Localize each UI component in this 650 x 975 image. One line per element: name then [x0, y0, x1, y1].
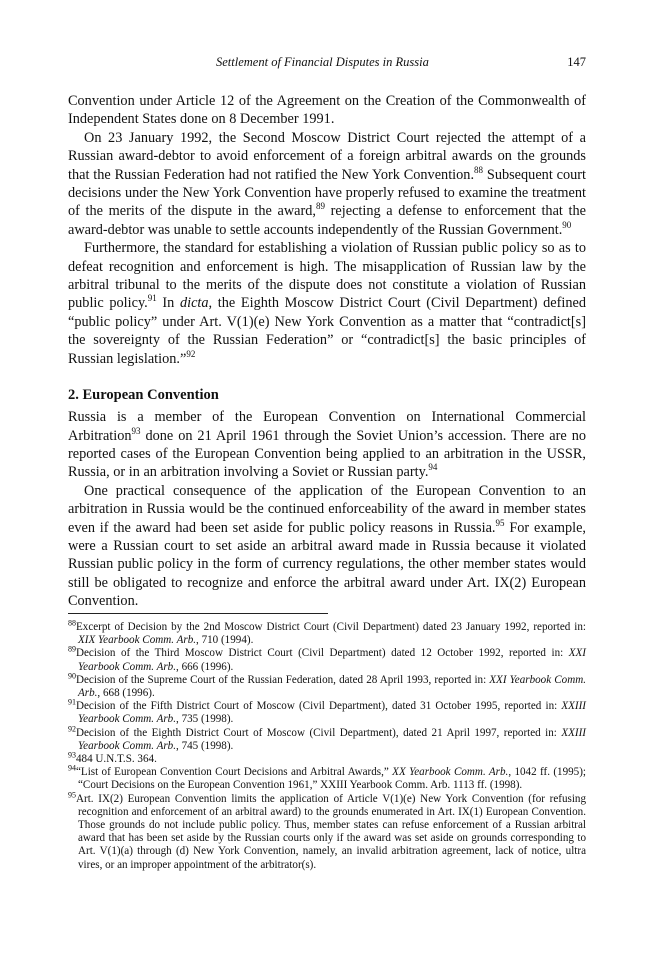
footnote-tail: , 666 (1996). [176, 660, 234, 673]
paragraph-2 [68, 129, 586, 239]
footnote-text: Decision of the Fifth District Court of Moscow (Civil Department), dated 31 October 1995, reported in: [76, 700, 562, 713]
paragraph-3 [68, 239, 586, 368]
paragraph-3-dicta: dicta [179, 295, 209, 312]
footnote-tail: , 668 (1996). [97, 687, 155, 700]
footnote-number: 92 [68, 723, 76, 733]
footnote-tail: , 745 (1998). [176, 739, 234, 752]
footnote-89 [68, 644, 586, 673]
footnotes [68, 618, 587, 872]
paragraph-2-text-c: rejecting a defense to enforcement that the award-debtor was unable to settle accounts independently of the Russian Government. [68, 203, 586, 238]
paragraph-3-text-a: Furthermore, the standard for establishing a violation of Russian public policy so as to defeat recognition and enforcement is high. The misapplication of Russian law by the arbitral tribunal to the merits of the dispute does not constitute a violation of Russian public policy. [68, 240, 586, 312]
footnote-citation: XXIII Yearbook Comm. Arb. [78, 726, 586, 752]
footnote-text: Art. IX(2) European Convention limits the application of Article V(1)(e) New York Convention (for refusing recognition and enforcement of an arbitral award) to the grounds enumerated in Art. IX(1) European Convention. Those grounds do not include public policy. Thus, member states can refuse enforcement of a Russian arbitral award that has been set aside by the Russian courts only if the award was set aside on grounds corresponding to Art. V(1)(a) through (d) New York Convention, namely, an invalid arbitration agreement, lack of notice, ultra vires, or an improper appointment of the arbitrator(s). [76, 792, 586, 871]
body-text [68, 92, 586, 611]
footnote-citation: XX Yearbook Comm. Arb. [392, 766, 509, 779]
footnote-text: 484 U.N.T.S. 364. [76, 753, 157, 766]
footnote-90 [68, 671, 586, 700]
footnote-text: Excerpt of Decision by the 2nd Moscow District Court (Civil Department) dated 23 January 1992, reported in: [76, 621, 586, 633]
paragraph-5-text-b: For example, were a Russian court to set aside an arbitral award made in Russia because it violated Russian public policy in the form of currency regulations, the other member states would still be obligated to recognize and enforce the arbitral award under Art. IX(2) European Convention. [68, 519, 586, 610]
footnote-tail: , 735 (1998). [176, 713, 234, 726]
footnote-88 [68, 618, 586, 647]
footnote-citation: XXI Yearbook Comm. Arb. [78, 673, 586, 700]
paragraph-1-text: Convention under Article 12 of the Agreement on the Creation of the Commonwealth of Independent States done on 8 December 1991. [68, 93, 586, 128]
footnote-text: Decision of the Eighth District Court of Moscow (Civil Department), dated 21 April 1997, reported in: [76, 726, 562, 739]
footnote-92 [68, 723, 586, 753]
footnote-93 [68, 750, 586, 766]
paragraph-5 [68, 482, 586, 611]
footnote-text: Decision of the Third Moscow District Court (Civil Department) dated 12 October 1992, reported in: [76, 647, 569, 660]
footnote-number: 91 [68, 697, 76, 707]
footnote-number: 89 [68, 644, 76, 654]
footnote-ref-95: 95 [495, 517, 505, 528]
paragraph-4-text-a: Russia is a member of the European Convention on International Commercial Arbitration [68, 409, 586, 444]
paragraph-2-text-a: On 23 January 1992, the Second Moscow District Court rejected the attempt of a Russian award-debtor to avoid enforcement of a foreign arbitral awards on the grounds that the Russian Federation had not ratified the New York Convention. [68, 129, 586, 183]
section-heading: 2. European Convention [68, 387, 219, 404]
footnote-tail: , 1042 ff. (1995); “Court Decisions on the European Convention 1961,” XXIII Yearbook Comm. Arb. 1113 ff. (1998). [78, 766, 587, 792]
footnote-citation: XIX Yearbook Comm. Arb. [78, 634, 197, 647]
footnote-95 [68, 789, 586, 872]
running-title: Settlement of Financial Disputes in Russia [216, 55, 429, 69]
paragraph-4 [68, 408, 586, 482]
footnote-ref-92: 92 [186, 348, 196, 359]
footnote-ref-90: 90 [562, 220, 572, 231]
running-head [68, 55, 586, 71]
footnote-text: Decision of the Supreme Court of the Russian Federation, dated 28 April 1993, reported in: [76, 673, 490, 686]
footnote-91 [68, 697, 586, 726]
footnote-ref-93: 93 [131, 425, 141, 436]
footnote-number: 88 [68, 618, 76, 628]
footnote-94 [68, 763, 587, 792]
footnote-tail: , 710 (1994). [196, 634, 254, 647]
footnote-separator [68, 613, 328, 614]
footnote-number: 95 [68, 789, 76, 799]
footnote-number: 94 [68, 763, 76, 773]
paragraph-2-text-b: Subsequent court decisions under the New York Convention have properly refused to examine the treatment of the merits of the dispute in the award, [68, 166, 586, 220]
footnote-text: “List of European Convention Court Decisions and Arbitral Awards,” [76, 766, 393, 779]
paragraph-3-text-b: , the Eighth Moscow District Court (Civil Department) defined “public policy” under Art. V(1)(e) New York Convention as a matter that “contradict[s] the sovereignty of the Russian Federation” or “contradict[s] the basic principles of Russian legislation.” [68, 295, 586, 367]
paragraph-4-text-b: done on 21 April 1961 through the Soviet Union’s accession. There are no reported cases of the European Convention being applied to an arbitration in the USSR, Russia, or in an arbitration involving a Soviet or Russian party. [68, 427, 586, 481]
footnote-ref-94: 94 [428, 462, 438, 473]
paragraph-5-text-a: One practical consequence of the application of the European Convention to an arbitration in Russia would be the continued enforceability of the award in member states even if the award had been set aside for public policy reasons in Russia. [68, 482, 586, 536]
footnote-number: 90 [68, 671, 76, 681]
footnote-number: 93 [68, 750, 76, 760]
page-number: 147 [567, 55, 586, 69]
footnote-ref-88: 88 [474, 164, 484, 175]
footnote-citation: XXI Yearbook Comm. Arb. [78, 647, 586, 673]
footnote-ref-89: 89 [316, 201, 326, 212]
paragraph-3-in: In [156, 295, 180, 312]
paragraph-1 [68, 92, 586, 129]
footnote-ref-91: 91 [147, 293, 157, 304]
footnote-citation: XXIII Yearbook Comm. Arb. [78, 700, 586, 726]
